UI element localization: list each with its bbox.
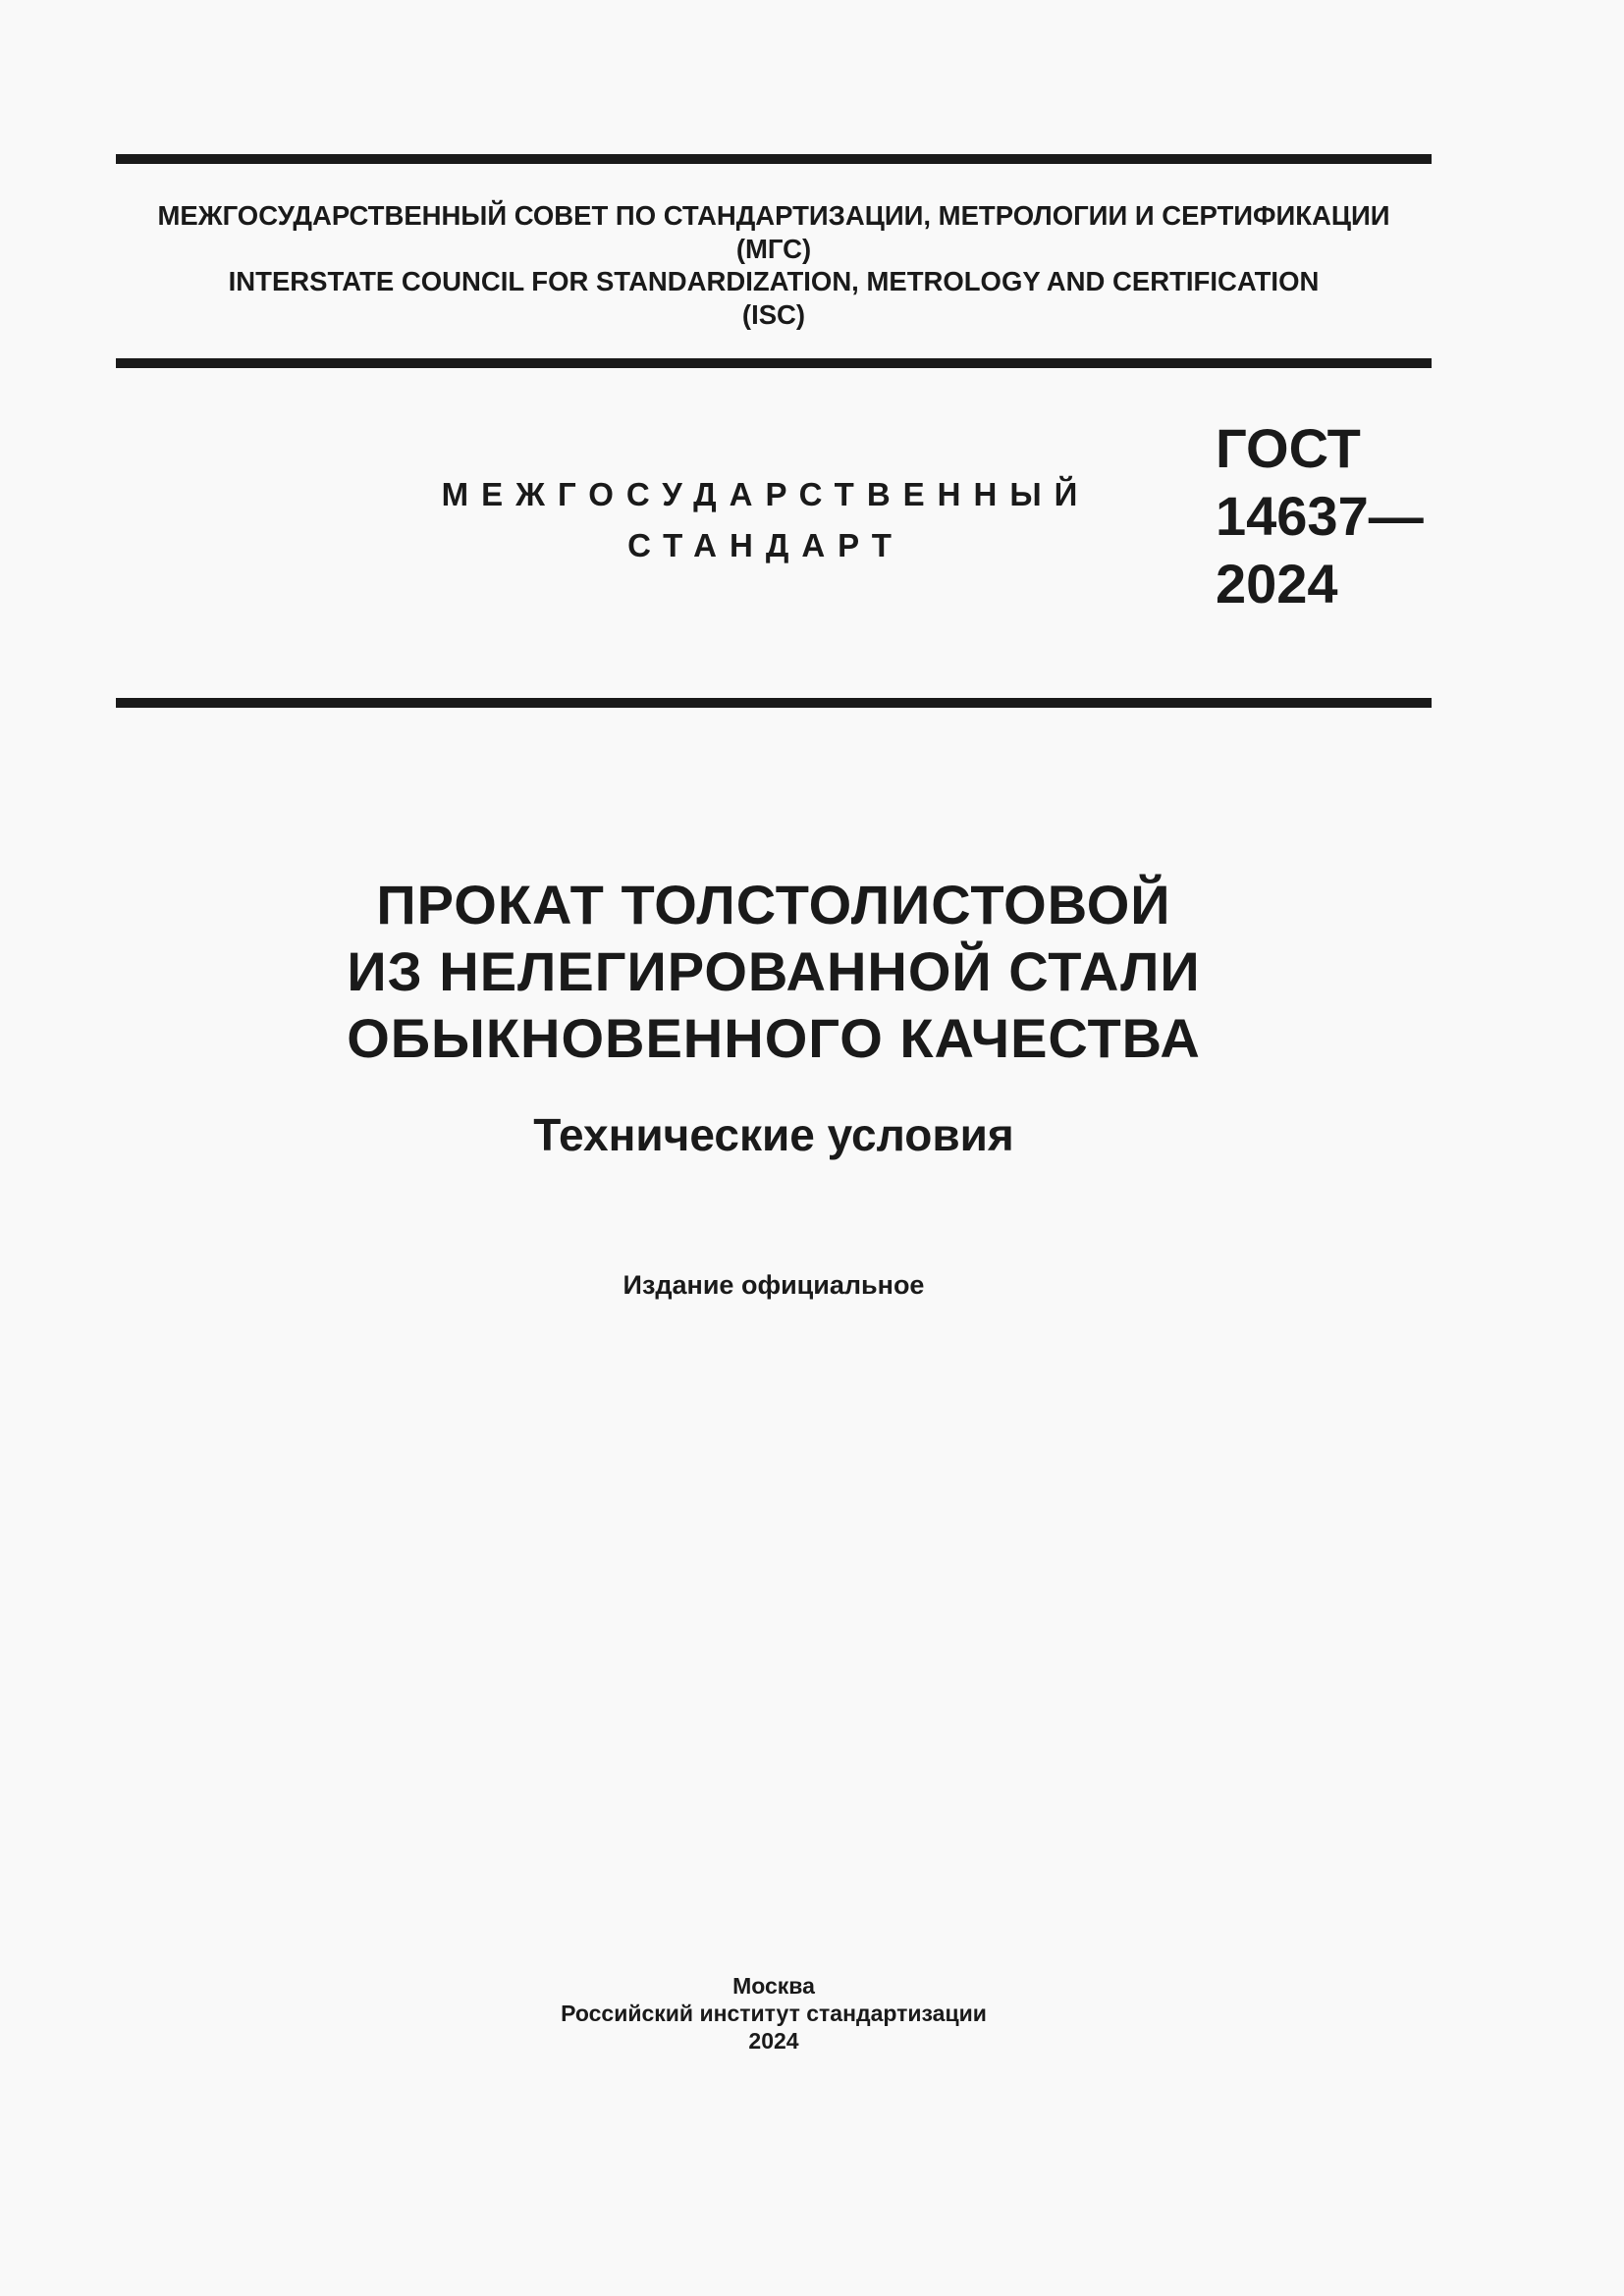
imprint-publisher: Российский институт стандартизации [561, 2001, 987, 2026]
standard-type-line1: МЕЖГОСУДАРСТВЕННЫЙ [441, 476, 1091, 512]
standard-designation [1216, 414, 1432, 617]
designation-year: 2024 [1216, 553, 1338, 614]
council-name-ru: МЕЖГОСУДАРСТВЕННЫЙ СОВЕТ ПО СТАНДАРТИЗАЦИИ, МЕТРОЛОГИИ И СЕРТИФИКАЦИИ [157, 200, 1390, 231]
document-subtitle: Технические условия [533, 1109, 1014, 1160]
middle-divider [116, 358, 1432, 368]
imprint-year: 2024 [748, 2028, 799, 2054]
imprint-city: Москва [732, 1973, 815, 1999]
edition-note: Издание официальное [623, 1270, 925, 1300]
council-abbr-ru: (МГС) [735, 233, 812, 264]
title-line1: ПРОКАТ ТОЛСТОЛИСТОВОЙ [376, 874, 1171, 935]
imprint [116, 1972, 1432, 2055]
title-line2: ИЗ НЕЛЕГИРОВАННОЙ СТАЛИ [347, 940, 1201, 1002]
standard-type [255, 469, 1276, 571]
document-title [116, 872, 1432, 1072]
standard-type-line2: СТАНДАРТ [627, 527, 904, 563]
designation-number: 14637— [1216, 485, 1424, 547]
council-name-en: INTERSTATE COUNCIL FOR STANDARDIZATION, METROLOGY AND CERTIFICATION [228, 266, 1320, 296]
council-header [116, 199, 1432, 331]
top-divider [116, 154, 1432, 164]
council-abbr-en: (ISC) [741, 298, 806, 330]
bottom-divider [116, 698, 1432, 708]
title-line3: ОБЫКНОВЕННОГО КАЧЕСТВА [347, 1007, 1201, 1069]
designation-prefix: ГОСТ [1216, 417, 1361, 479]
